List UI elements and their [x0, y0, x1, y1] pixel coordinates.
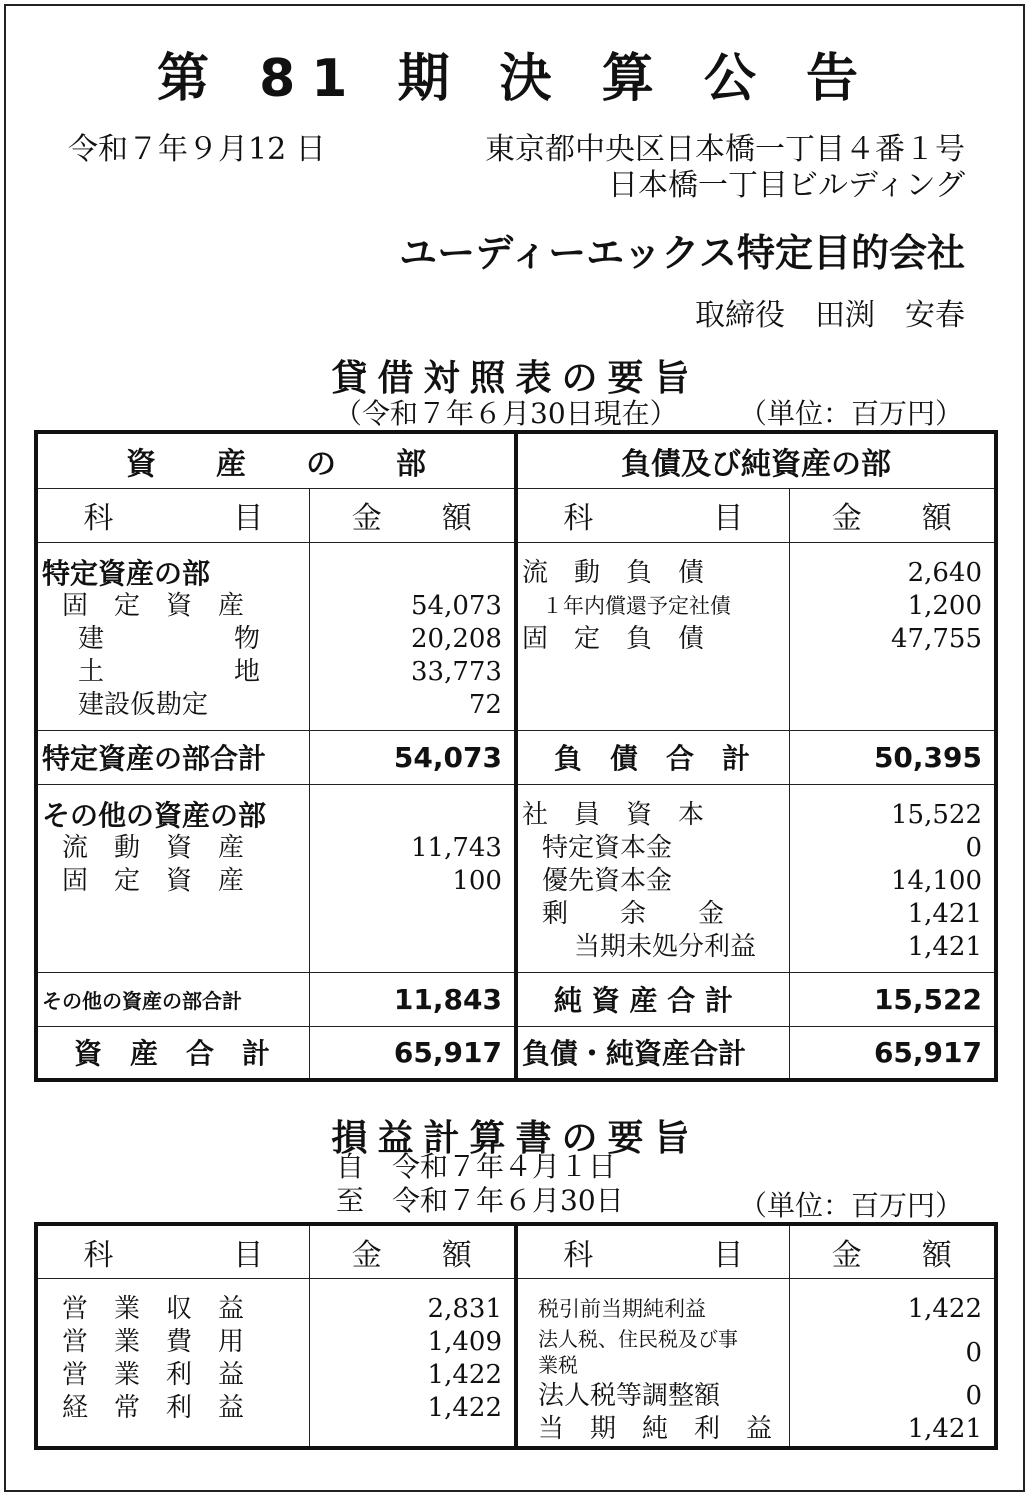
specific-assets-total-label: 特定資産の部合計: [36, 730, 309, 784]
list-value: 100: [452, 865, 502, 896]
equity-labels: [516, 784, 789, 972]
specific-assets-total-value: 54,073: [309, 730, 516, 784]
balance-sheet-title: 貸借対照表の要旨: [331, 358, 700, 399]
list-item: その他の資産の部: [42, 798, 267, 832]
income-statement-unit: （単位：百万円）: [738, 1189, 963, 1222]
list-value: 2,831: [427, 1293, 502, 1324]
other-assets-total-row: [36, 972, 996, 1026]
other-assets-values: [309, 784, 516, 972]
list-item: 社 員 資 本: [521, 799, 704, 830]
other-assets-block: [36, 784, 996, 972]
list-value: [314, 799, 502, 832]
list-item: 特定資産の部: [42, 556, 211, 590]
income-right-labels: [516, 1278, 789, 1448]
specific-assets-labels: [36, 542, 309, 730]
income-right-values: [789, 1278, 996, 1448]
list-value: 1,422: [427, 1392, 502, 1423]
column-header-row: [36, 488, 996, 542]
list-value: 33,773: [411, 656, 502, 687]
equity-values: [789, 784, 996, 972]
liabilities-values: [789, 542, 996, 730]
list-item: 営 業 費 用: [62, 1326, 245, 1357]
income-body-row: [36, 1278, 996, 1448]
specific-assets-block: [36, 542, 996, 730]
specific-assets-values: [309, 542, 516, 730]
address-line-2: 日本橋一丁目ビルディング: [608, 168, 965, 203]
specific-assets-total-row: [36, 730, 996, 784]
list-item: １年内償還予定社債: [541, 593, 731, 618]
column-header-row: [36, 1224, 996, 1278]
list-value: 54,073: [411, 590, 502, 621]
list-item: 剰 余 金: [541, 898, 724, 929]
list-item: 経 常 利 益: [62, 1392, 245, 1423]
col-item-right: 科 目: [516, 1224, 789, 1278]
assets-header: 資 産 の 部: [36, 432, 516, 488]
list-item: 土 地: [78, 656, 261, 687]
list-item: 特定資本金: [541, 832, 672, 863]
representative: 取締役 田渕 安春: [695, 298, 965, 333]
list-item: 建設仮勘定: [78, 689, 209, 720]
list-item: 優先資本金: [541, 865, 672, 896]
period-from: 自 令和７年４月１日: [336, 1150, 617, 1183]
list-value: 15,522: [891, 799, 982, 830]
col-amount-left: 金 額: [309, 1224, 516, 1278]
list-value: 1,421: [907, 898, 982, 929]
liabilities-labels: [516, 542, 789, 730]
list-value: 14,100: [891, 865, 982, 896]
list-item: 建 物: [78, 623, 261, 654]
col-item-left: 科 目: [36, 1224, 309, 1278]
page-title: 第 81 期 決 算 公 告: [157, 49, 874, 109]
income-statement-title: 損益計算書の要旨: [331, 1118, 700, 1159]
list-value: 1,421: [907, 931, 982, 962]
list-item: 当期未処分利益: [573, 931, 756, 962]
period-to: 至 令和７年６月30日: [336, 1184, 624, 1217]
list-item: 流 動 負 債: [521, 557, 704, 588]
col-amount-right: 金 額: [789, 488, 996, 542]
liabilities-total-label: 負 債 合 計: [516, 730, 789, 784]
list-value: 1,200: [907, 590, 982, 621]
income-statement-period: [336, 1150, 624, 1218]
list-item: 税引前当期純利益: [537, 1296, 706, 1321]
net-assets-total-value: 15,522: [789, 972, 996, 1026]
liabilities-total-value: 50,395: [789, 730, 996, 784]
assets-grand-total-value: 65,917: [309, 1026, 516, 1080]
list-item: 固 定 資 産: [62, 865, 245, 896]
other-assets-total-label: その他の資産の部合計: [36, 972, 309, 1026]
list-item: 法人税、住民税及び事業税: [537, 1326, 738, 1377]
balance-sheet-table: [34, 430, 998, 1082]
income-statement-table: [34, 1222, 998, 1450]
list-value: 1,409: [427, 1326, 502, 1357]
list-value: 0: [965, 1380, 982, 1411]
other-assets-total-value: 11,843: [309, 972, 516, 1026]
list-item: 営 業 利 益: [62, 1359, 245, 1390]
list-item: 営 業 収 益: [62, 1293, 245, 1324]
list-value: 20,208: [411, 623, 502, 654]
list-value: 11,743: [411, 832, 502, 863]
assets-grand-total-label: 資 産 合 計: [36, 1026, 309, 1080]
address-line-1: 東京都中央区日本橋一丁目４番１号: [485, 132, 965, 167]
col-item-right: 科 目: [516, 488, 789, 542]
list-item: 法人税等調整額: [537, 1380, 720, 1411]
balance-sheet-unit: （単位：百万円）: [738, 397, 963, 430]
col-item-left: 科 目: [36, 488, 309, 542]
income-left-labels: [36, 1278, 309, 1448]
list-item: 当 期 純 利 益: [537, 1413, 772, 1444]
liab-equity-grand-total-label: 負債・純資産合計: [516, 1026, 789, 1080]
col-amount-left: 金 額: [309, 488, 516, 542]
other-assets-labels: [36, 784, 309, 972]
list-item: 流 動 資 産: [62, 832, 245, 863]
balance-sheet-date: （令和７年６月30日現在）: [334, 397, 678, 430]
company-name: ユーディーエックス特定目的会社: [399, 231, 965, 275]
income-left-values: [309, 1278, 516, 1448]
net-assets-total-label: 純 資 産 合 計: [516, 972, 789, 1026]
list-value: 1,422: [907, 1293, 982, 1324]
list-value: 2,640: [907, 557, 982, 588]
liabilities-header: 負債及び純資産の部: [516, 432, 996, 488]
list-value: 0: [965, 832, 982, 863]
list-value: 1,422: [427, 1359, 502, 1390]
list-value: 0: [965, 1337, 982, 1368]
section-header-row: [36, 432, 996, 488]
col-amount-right: 金 額: [789, 1224, 996, 1278]
list-item: 固 定 資 産: [62, 590, 245, 621]
liab-equity-grand-total-value: 65,917: [789, 1026, 996, 1080]
list-item: 固 定 負 債: [521, 623, 704, 654]
announcement-date: 令和７年９月12 日: [68, 132, 326, 167]
list-value: 1,421: [907, 1413, 982, 1444]
grand-total-row: [36, 1026, 996, 1080]
list-value: [314, 557, 502, 590]
list-value: 72: [468, 689, 502, 720]
list-value: 47,755: [891, 623, 982, 654]
